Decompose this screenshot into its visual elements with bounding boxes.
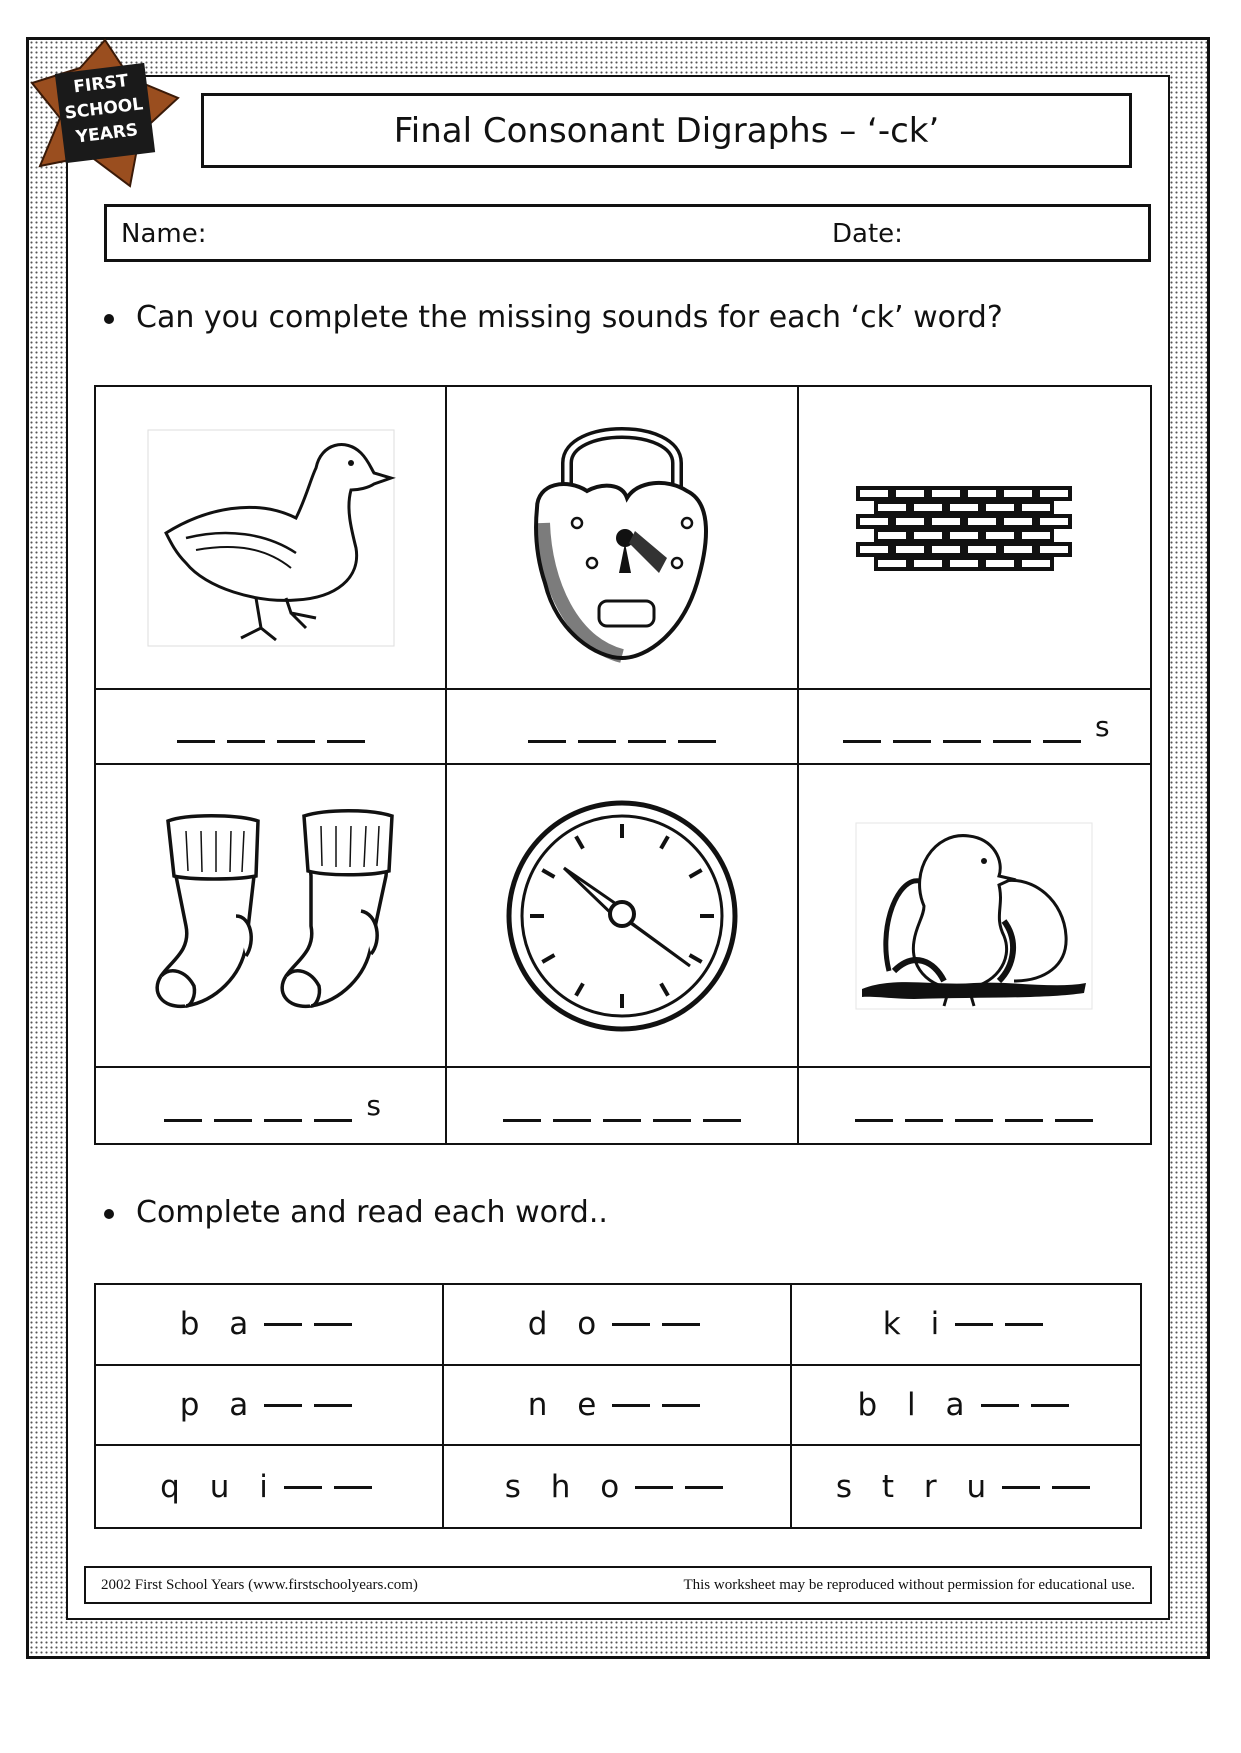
brick — [930, 516, 962, 527]
blank-lines — [849, 1089, 1099, 1122]
logo-text — [50, 66, 158, 153]
brick — [858, 516, 890, 527]
blank-lines — [158, 1089, 383, 1122]
instruction-text: Can you complete the missing sounds for each ‘ck’ word? — [136, 300, 1003, 335]
brick — [984, 530, 1016, 541]
brick — [930, 488, 962, 499]
brick — [894, 544, 926, 555]
brick — [966, 488, 998, 499]
picture-cell-lock — [447, 387, 798, 690]
word-stem: d o — [527, 1306, 607, 1343]
instruction-missing-sounds — [104, 300, 1003, 335]
word-cell[interactable] — [444, 1366, 792, 1447]
footer-permission: This worksheet may be reproduced without permission for educational use. — [683, 1577, 1135, 1593]
brick — [1020, 502, 1052, 513]
word-cell[interactable] — [96, 1285, 444, 1366]
bullet-icon — [104, 314, 114, 324]
word-stem: n e — [527, 1386, 607, 1423]
blank-lines — [171, 710, 371, 743]
word-stem: b l a — [857, 1386, 975, 1423]
answer-cell-clock[interactable] — [447, 1068, 798, 1143]
name-date-box[interactable] — [104, 204, 1151, 262]
word-stem: p a — [179, 1386, 259, 1423]
answer-cell-socks[interactable] — [96, 1068, 447, 1143]
instruction-text: Complete and read each word.. — [136, 1195, 608, 1230]
word-cell[interactable] — [444, 1285, 792, 1366]
brick — [858, 488, 890, 499]
duck-icon — [146, 428, 396, 648]
instruction-complete-read — [104, 1195, 608, 1230]
chick-icon — [854, 821, 1094, 1011]
brick — [1020, 558, 1052, 569]
word-stem: b a — [179, 1306, 259, 1343]
brick — [876, 530, 908, 541]
word-cell[interactable] — [96, 1446, 444, 1527]
answer-cell-duck[interactable] — [96, 690, 447, 765]
brick — [948, 502, 980, 513]
logo-line-first: FIRST — [72, 70, 130, 98]
blank-lines — [497, 1089, 747, 1122]
word-cell[interactable] — [96, 1366, 444, 1447]
brick — [1038, 544, 1070, 555]
footer-copyright: 2002 First School Years (www.firstschoolyears.com) — [101, 1577, 418, 1593]
bullet-icon — [104, 1209, 114, 1219]
brick — [1002, 516, 1034, 527]
answer-cell-lock[interactable] — [447, 690, 798, 765]
brick — [876, 558, 908, 569]
brick — [984, 502, 1016, 513]
word-stem: s t r u — [835, 1468, 997, 1505]
brick — [948, 530, 980, 541]
footer-box — [84, 1566, 1152, 1604]
title-text: Final Consonant Digraphs – ‘-ck’ — [393, 110, 940, 151]
brick — [966, 544, 998, 555]
brick — [948, 558, 980, 569]
logo-line-school: SCHOOL — [63, 94, 145, 124]
suffix-s: s — [1095, 710, 1112, 743]
word-stem: s h o — [504, 1468, 630, 1505]
brick — [966, 516, 998, 527]
brick — [930, 544, 962, 555]
picture-cell-duck — [96, 387, 447, 690]
blank-lines — [522, 710, 722, 743]
brick — [912, 558, 944, 569]
brick — [894, 516, 926, 527]
picture-cell-bricks — [799, 387, 1150, 690]
picture-cell-socks — [96, 765, 447, 1068]
word-cell[interactable] — [792, 1366, 1140, 1447]
bricks-icon — [854, 483, 1094, 593]
suffix-s: s — [366, 1089, 383, 1122]
word-stem: q u i — [160, 1468, 278, 1505]
lock-icon — [527, 413, 717, 663]
brick — [912, 502, 944, 513]
date-label: Date: — [832, 219, 903, 249]
brick — [912, 530, 944, 541]
brick — [1002, 488, 1034, 499]
socks-icon — [146, 806, 396, 1026]
word-completion-grid — [94, 1283, 1142, 1529]
brick — [984, 558, 1016, 569]
word-cell[interactable] — [444, 1446, 792, 1527]
name-label: Name: — [121, 219, 207, 249]
blank-lines — [837, 710, 1112, 743]
word-cell[interactable] — [792, 1285, 1140, 1366]
word-stem: k i — [882, 1306, 950, 1343]
clock-icon — [502, 796, 742, 1036]
answer-cell-chick[interactable] — [799, 1068, 1150, 1143]
brick — [1038, 488, 1070, 499]
picture-cell-clock — [447, 765, 798, 1068]
logo-line-years: YEARS — [74, 120, 140, 148]
answer-cell-bricks[interactable] — [799, 690, 1150, 765]
brick — [1038, 516, 1070, 527]
brick — [858, 544, 890, 555]
worksheet-title — [201, 93, 1132, 168]
word-cell[interactable] — [792, 1446, 1140, 1527]
picture-grid — [94, 385, 1152, 1145]
brick — [876, 502, 908, 513]
brick — [1002, 544, 1034, 555]
brick — [1020, 530, 1052, 541]
picture-cell-chick — [799, 765, 1150, 1068]
brick — [894, 488, 926, 499]
